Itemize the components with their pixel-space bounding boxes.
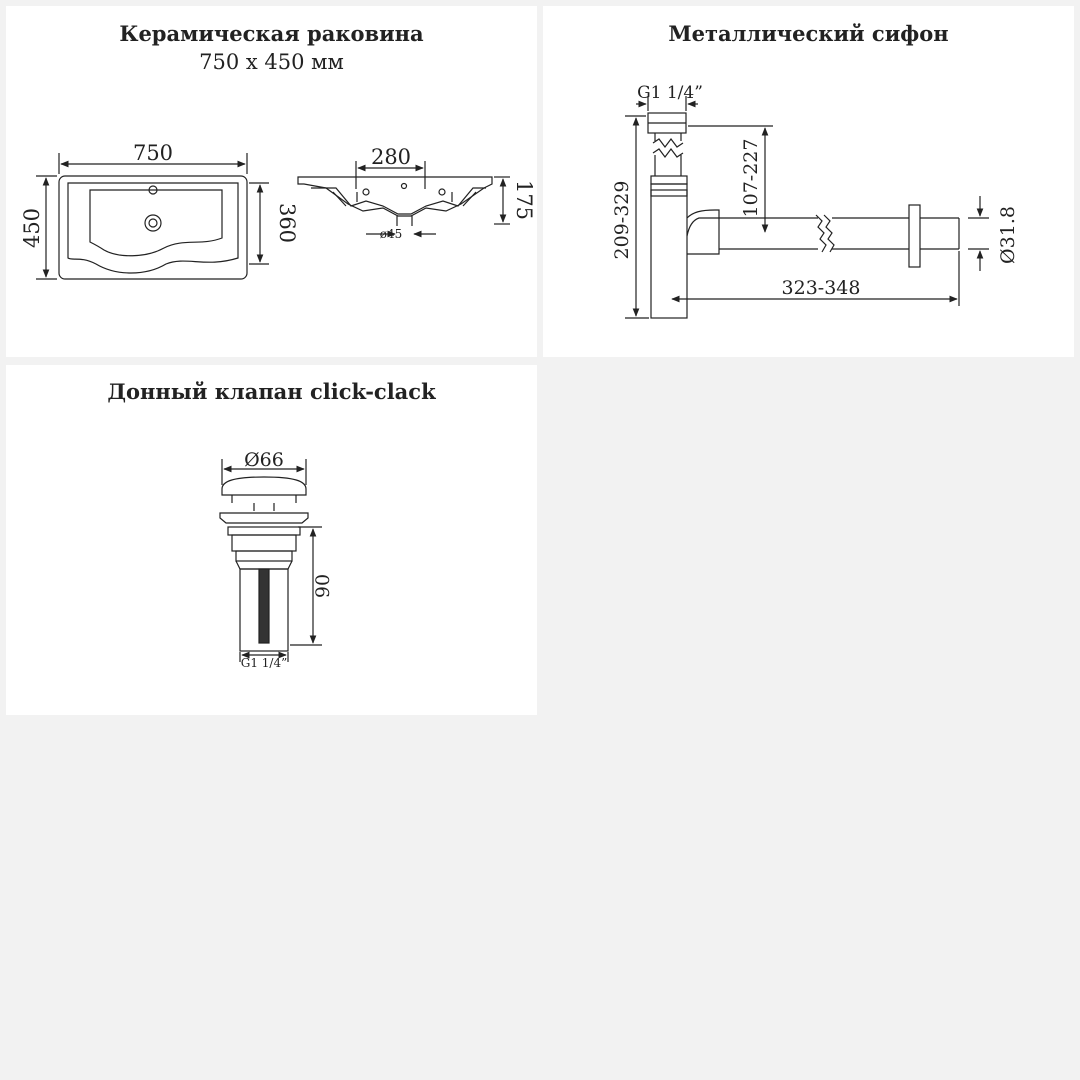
siphon-title: Металлический сифон xyxy=(668,21,949,46)
siphon-height-label: 209-329 xyxy=(611,180,633,260)
valve-drawing xyxy=(6,365,537,715)
sink-title: Керамическая раковина xyxy=(119,21,424,46)
siphon-length-label: 323-348 xyxy=(781,277,861,299)
valve-thread-label: G1 1/4” xyxy=(240,656,288,670)
valve-cap-diameter-label: Ø66 xyxy=(244,449,284,471)
siphon-pipe-diameter-label: Ø31.8 xyxy=(997,206,1019,264)
siphon-thread-label: G1 1/4” xyxy=(637,83,703,103)
sink-outline xyxy=(68,183,238,273)
sink-height-label: 175 xyxy=(512,179,536,221)
sink-drawing xyxy=(6,6,537,357)
siphon-panel xyxy=(543,6,1074,357)
sink-width-label: 750 xyxy=(132,141,174,165)
valve-title: Донный клапан click-clack xyxy=(107,379,436,404)
sink-side-view xyxy=(298,177,492,216)
tap-spacing-label: 280 xyxy=(370,145,412,169)
sink-depth-label: 450 xyxy=(20,207,44,249)
sink-subtitle: 750 x 450 мм xyxy=(199,50,344,74)
siphon-drawing xyxy=(543,6,1074,357)
wall-flange xyxy=(909,205,920,267)
drain-hole xyxy=(145,215,161,231)
valve-flange xyxy=(220,513,308,523)
valve-length-label: 90 xyxy=(312,573,334,599)
valve-panel xyxy=(6,365,537,715)
drain-diameter-label: ø45 xyxy=(379,227,403,241)
valve-cap xyxy=(222,477,306,495)
siphon-body xyxy=(651,184,687,318)
sink-bowl-depth-label: 360 xyxy=(275,202,299,244)
sink-panel xyxy=(6,6,537,357)
siphon-offset-label: 107-227 xyxy=(740,138,762,218)
